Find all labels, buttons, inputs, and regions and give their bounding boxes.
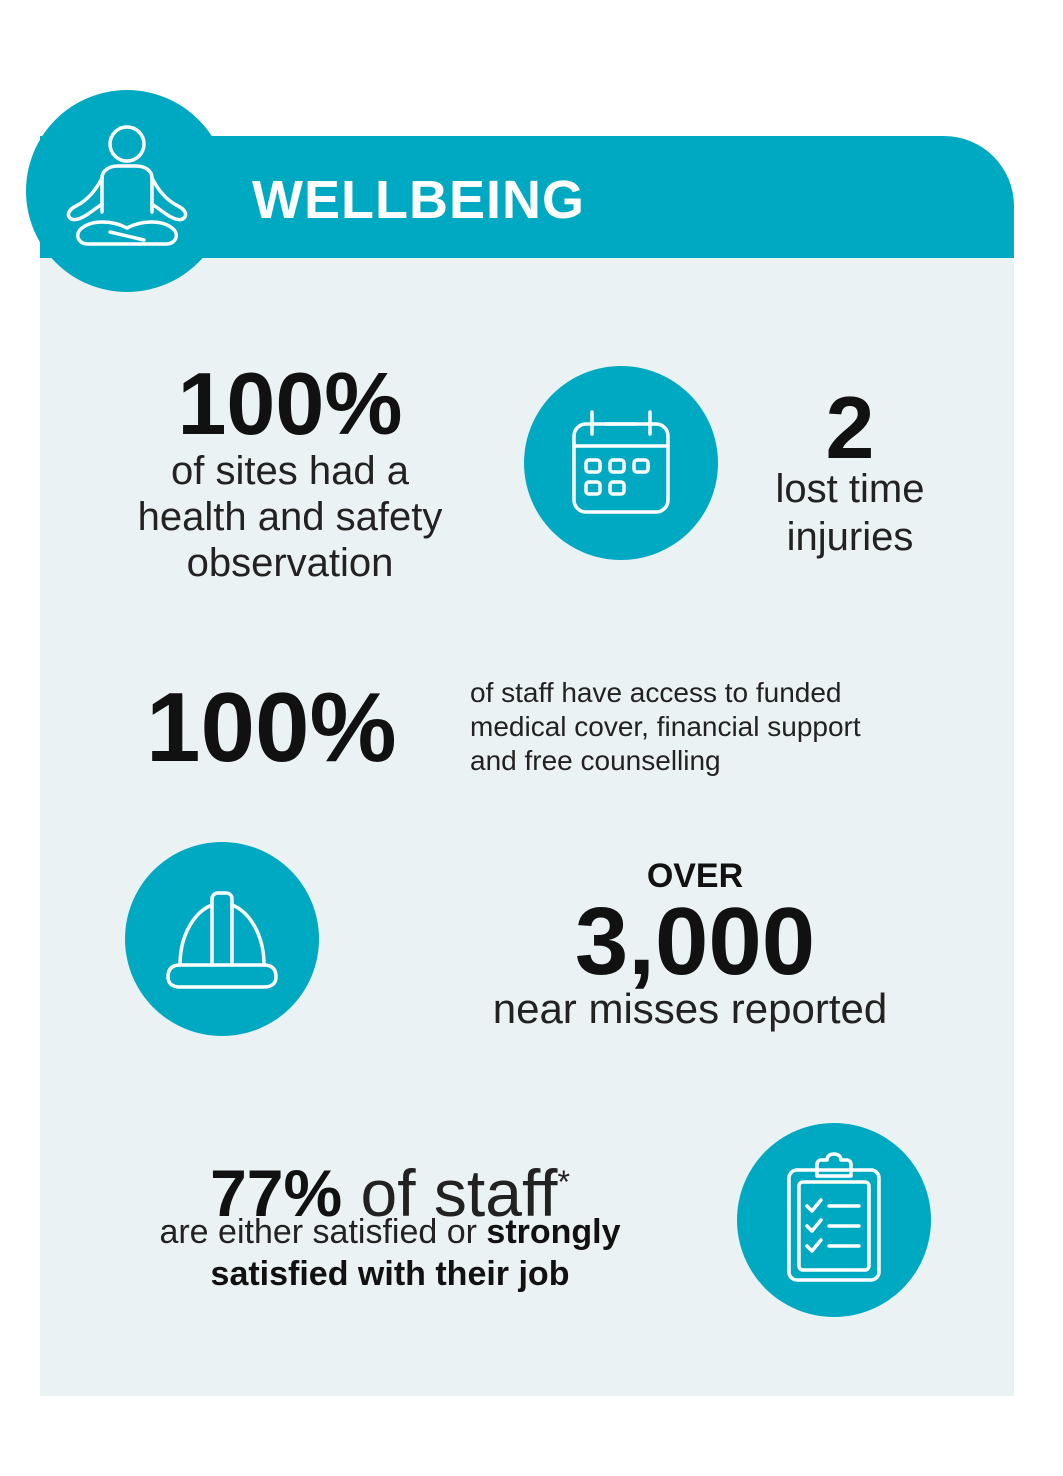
header-icon-badge [26, 90, 228, 292]
sites-stat-line1: of sites had a [171, 449, 409, 493]
near-misses-value: 3,000 [574, 888, 816, 995]
satisfaction-line1 [80, 1212, 700, 1252]
injuries-stat-value: 2 [825, 378, 875, 477]
clipboard-badge [737, 1123, 931, 1317]
calendar-icon [556, 398, 686, 528]
sites-stat-line2: health and safety [137, 495, 443, 539]
calendar-badge [524, 366, 718, 560]
staff-access-line2: medical cover, financial support [470, 711, 861, 742]
clipboard-checklist-icon [769, 1150, 899, 1290]
hard-hat-badge [125, 842, 319, 1036]
section-title: WELLBEING [252, 170, 585, 230]
near-misses-caption: near misses reported [492, 985, 888, 1032]
staff-access-line1: of staff have access to funded [470, 677, 842, 708]
satisfaction-asterisk: * [557, 1164, 570, 1200]
meditation-person-icon [52, 116, 202, 266]
hard-hat-icon [152, 869, 292, 1009]
satisfaction-line1-bold: strongly [486, 1213, 621, 1251]
near-misses-prefix: OVER [646, 857, 744, 895]
injuries-stat-line1: lost time [775, 467, 925, 511]
satisfaction-suffix: of staff [360, 1156, 558, 1230]
staff-access-line3: and free counselling [470, 745, 721, 776]
sites-stat-value: 100% [177, 354, 403, 453]
satisfaction-line1-plain: are either satisfied or [159, 1213, 477, 1251]
satisfaction-line2: satisfied with their job [210, 1255, 570, 1293]
satisfaction-value: 77% [210, 1156, 343, 1230]
staff-access-stat-value: 100% [146, 672, 397, 782]
injuries-stat-line2: injuries [786, 515, 914, 559]
sites-stat-line3: observation [186, 541, 394, 585]
